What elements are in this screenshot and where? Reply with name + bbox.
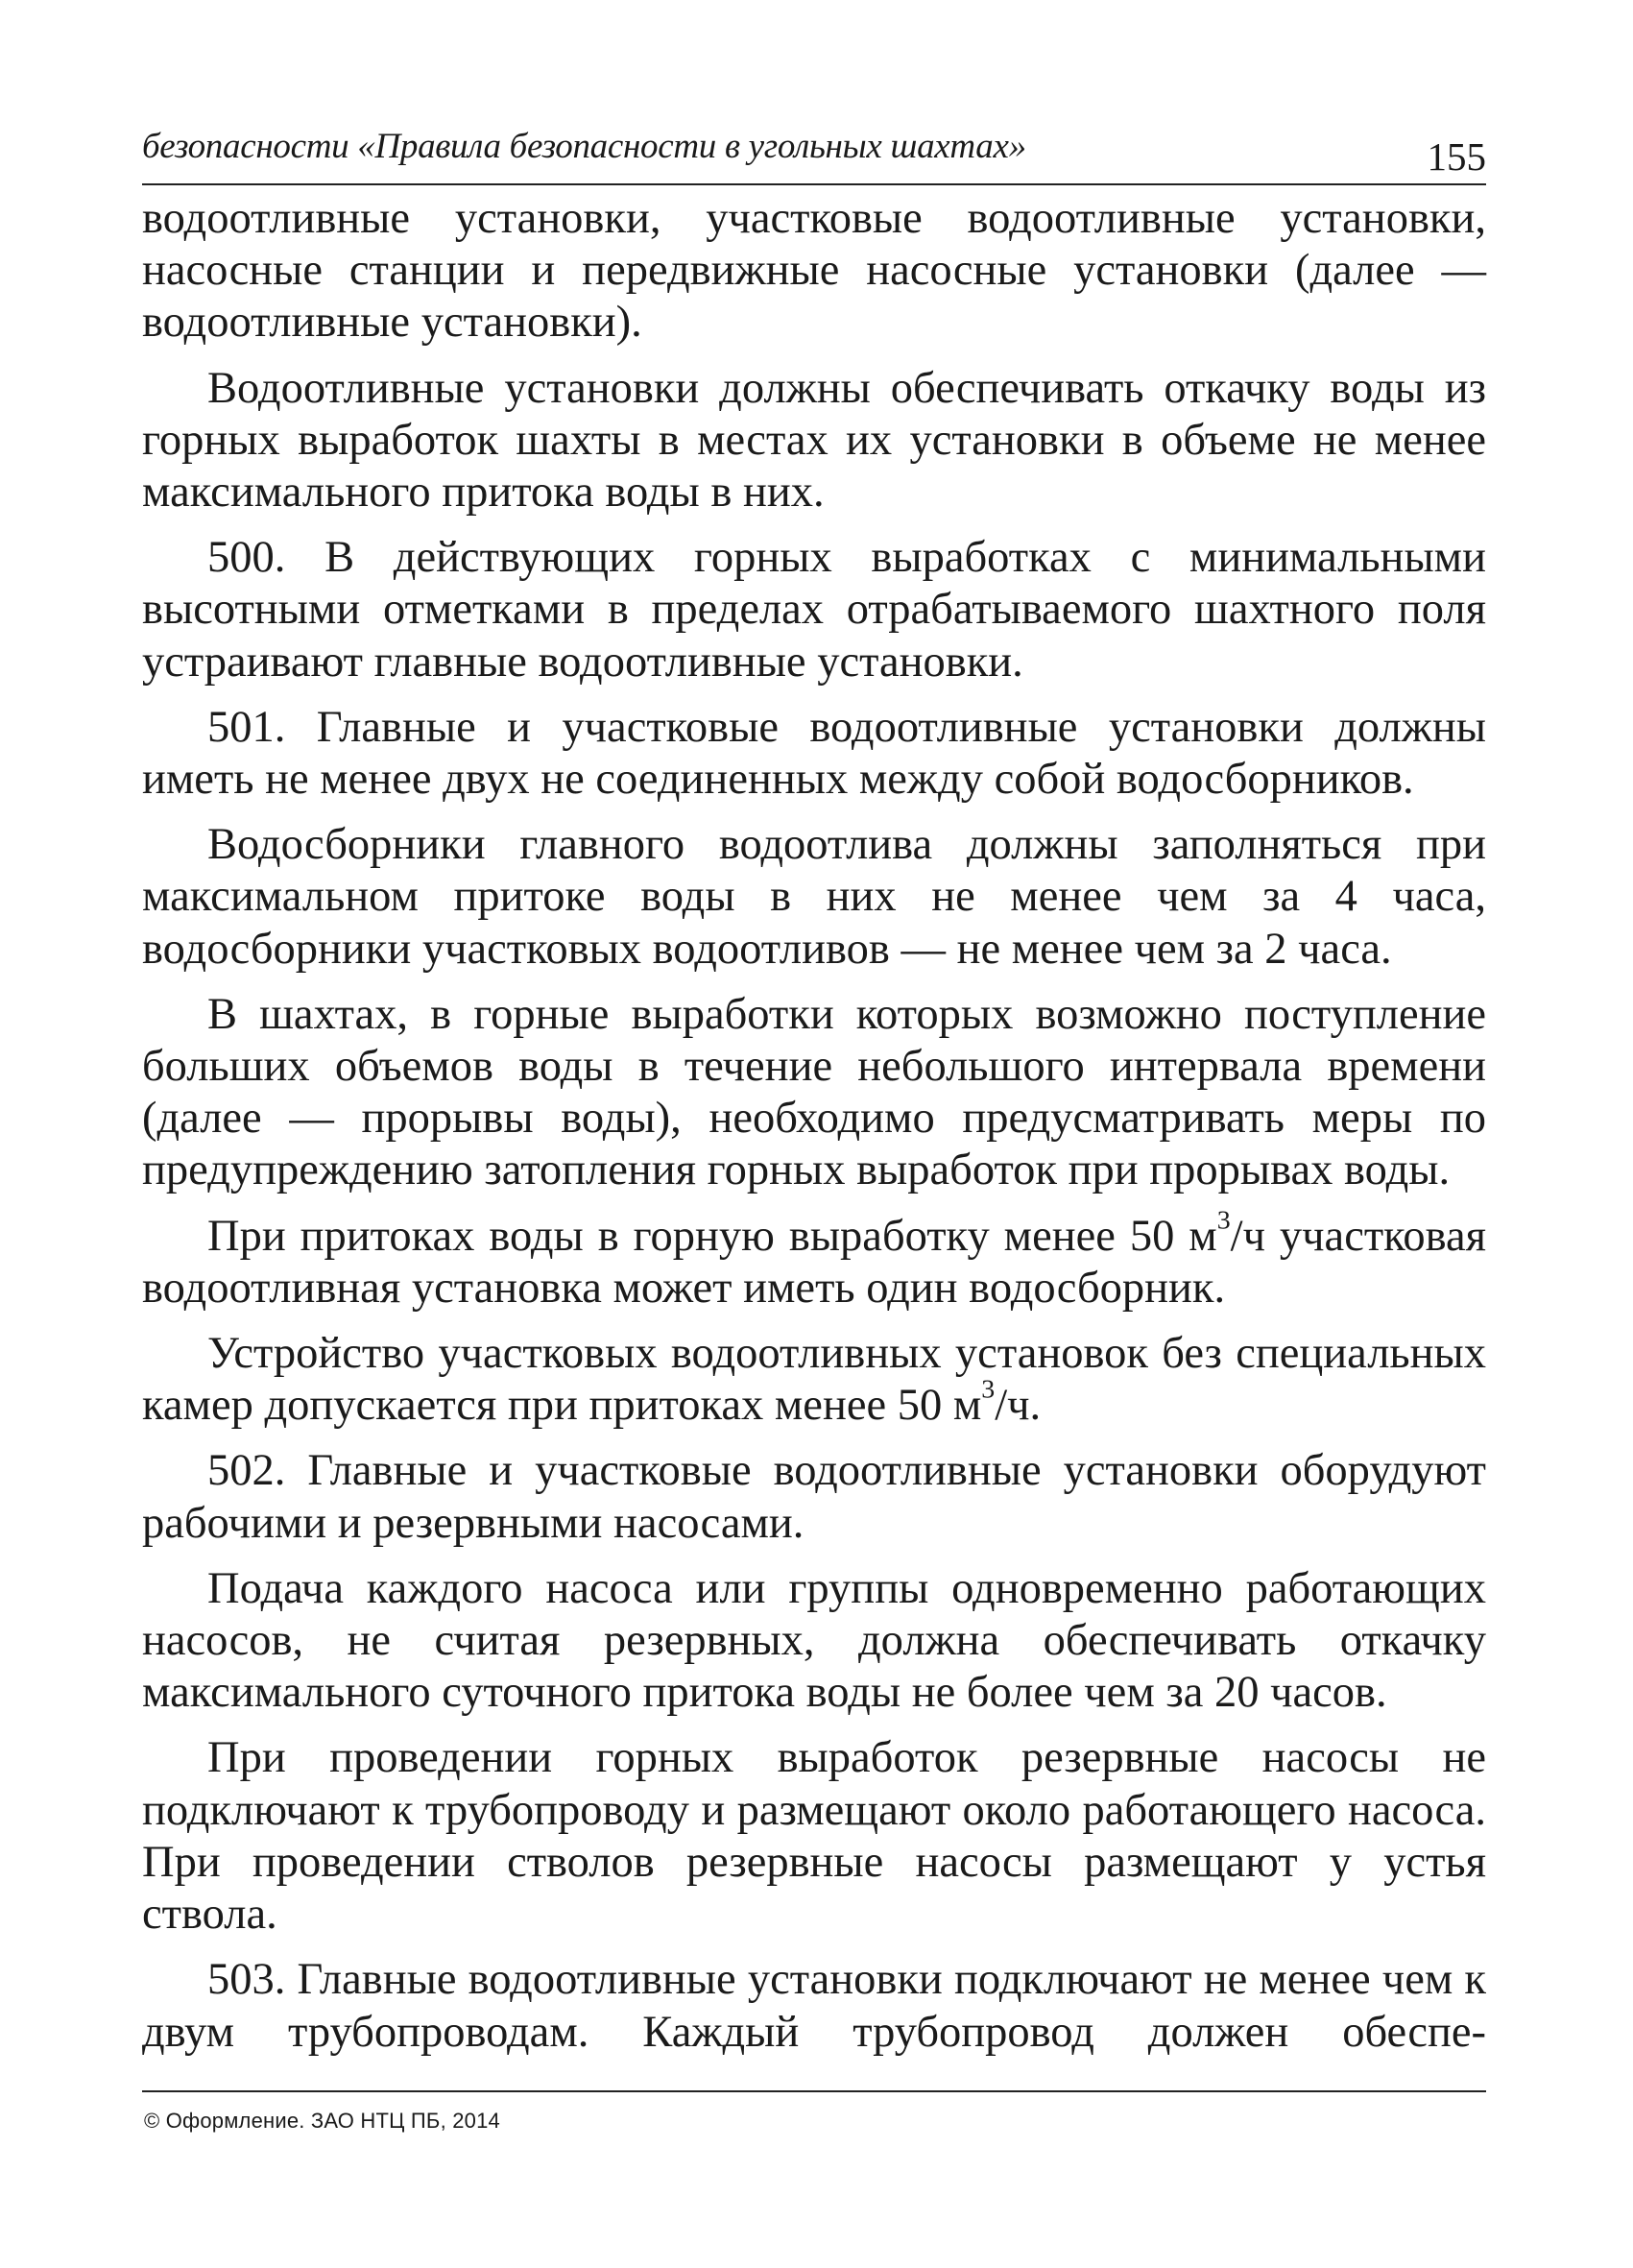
paragraph: Водоотливные установки должны обеспечивать откачку воды из горных выработок шахты в местах их установки в объеме не менее максимального притока воды в них. <box>142 363 1486 518</box>
superscript: 3 <box>1216 1205 1231 1236</box>
footer-divider <box>142 2090 1486 2092</box>
paragraph: 500. В действующих горных выработках с минимальными высотными отметками в пределах отрабатываемого шахтного поля устраивают главные водоотливные установки. <box>142 533 1486 687</box>
paragraph: 502. Главные и участковые водоотливные установки оборудуют рабочими и резервными насосами. <box>142 1446 1486 1548</box>
paragraph <box>142 1205 1487 1315</box>
paragraph: 503. Главные водоотливные установки подключают не менее чем к двум трубопроводам. Каждый трубопровод должен обеспе- <box>142 1955 1486 2057</box>
page-header <box>142 120 1486 185</box>
superscript: 3 <box>981 1374 996 1405</box>
paragraph: Подача каждого насоса или группы одновременно работающих насосов, не считая резервных, должна обеспечивать откачку максимального суточного притока воды не более чем за 20 часов. <box>142 1563 1486 1718</box>
paragraph-text: Устройство участковых водоотливных установок без специальных камер допускается при притоках менее 50 м <box>142 1329 1486 1431</box>
paragraph-text: При притоках воды в горную выработку менее 50 м <box>207 1211 1217 1261</box>
paragraph: В шахтах, в горные выработки которых возможно поступление больших объемов воды в течение небольшого интервала времени (далее — прорывы воды), необходимо предусматривать меры по предупреждению затопления горных выработок при прорывах воды. <box>142 989 1486 1195</box>
page-number: 155 <box>1427 134 1486 179</box>
paragraph <box>142 1328 1486 1432</box>
paragraph: При проведении горных выработок резервные насосы не подключают к трубопроводу и размещают около работающего насоса. При проведении стволов резервные насосы размещают у устья ствола. <box>142 1733 1486 1940</box>
body-text <box>142 193 1486 2059</box>
paragraph: Водосборники главного водоотлива должны заполняться при максимальном притоке воды в них не менее чем за 4 часа, водосборники участковых водоотливов — не менее чем за 2 часа. <box>142 820 1486 974</box>
footer-copyright: © Оформление. ЗАО НТЦ ПБ, 2014 <box>144 2109 500 2133</box>
page <box>142 120 1486 2059</box>
running-title: безопасности «Правила безопасности в угольных шахтах» <box>142 127 1026 166</box>
paragraph-text: /ч участковая водоотливная установка может иметь один водосборник. <box>142 1211 1487 1313</box>
paragraph: 501. Главные и участковые водоотливные установки должны иметь не менее двух не соединенных между собой водосборников. <box>142 702 1486 805</box>
paragraph-text: /ч. <box>995 1381 1042 1431</box>
paragraph: водоотливные установки, участковые водоотливные установки, насосные станции и передвижные насосные установки (далее — водоотливные установки). <box>142 194 1486 348</box>
